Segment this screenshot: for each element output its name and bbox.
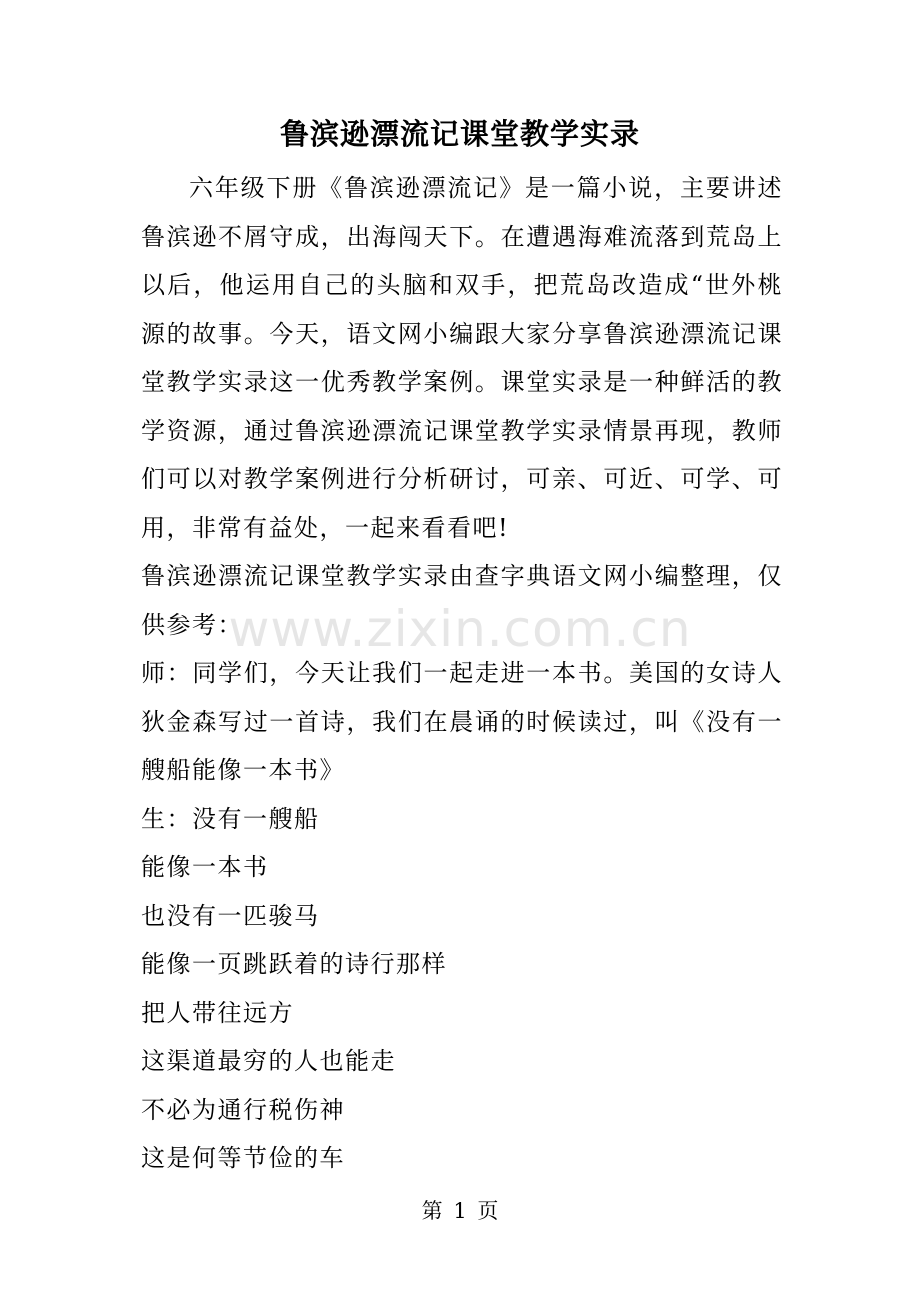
poem-line: 能像一本书 (141, 853, 269, 881)
poem-line: 能像一页跳跃着的诗行那样 (141, 950, 447, 978)
source-note-paragraph: 鲁滨逊漂流记课堂教学实录由查字典语文网小编整理，仅供参考： (141, 562, 783, 639)
poem-line: 把人带往远方 (141, 998, 294, 1027)
document-title: 鲁滨逊漂流记课堂教学实录 (279, 117, 640, 151)
teacher-paragraph: 师：同学们，今天让我们一起走进一本书。美国的女诗人狄金森写过一首诗，我们在晨诵的时候读过，叫《没有一艘船能像一本书》 (141, 659, 783, 784)
poem-line: 生：没有一艘船 (141, 804, 320, 833)
page-number: 第 1 页 (421, 1199, 499, 1223)
poem-line: 这渠道最穷的人也能走 (141, 1047, 396, 1075)
poem-line: 这是何等节俭的车 (141, 1144, 345, 1172)
poem-line: 不必为通行税伤神 (141, 1095, 345, 1124)
poem-line: 也没有一匹骏马 (141, 901, 320, 930)
document-body (141, 164, 783, 1183)
intro-paragraph: 六年级下册《鲁滨逊漂流记》是一篇小说，主要讲述鲁滨逊不屑守成，出海闯天下。在遭遇海难流落到荒岛上以后，他运用自己的头脑和双手，把荒岛改造成“世外桃源的故事。今天，语文网小编跟大家分享鲁滨逊漂流记课堂教学实录这一优秀教学案例。课堂实录是一种鲜活的教学资源，通过鲁滨逊漂流记课堂教学实录情景再现，教师们可以对教学案例进行分析研讨，可亲、可近、可学、可用，非常有益处，一起来看看吧! (141, 174, 783, 542)
watermark: www.zixin.com.cn (228, 600, 692, 658)
